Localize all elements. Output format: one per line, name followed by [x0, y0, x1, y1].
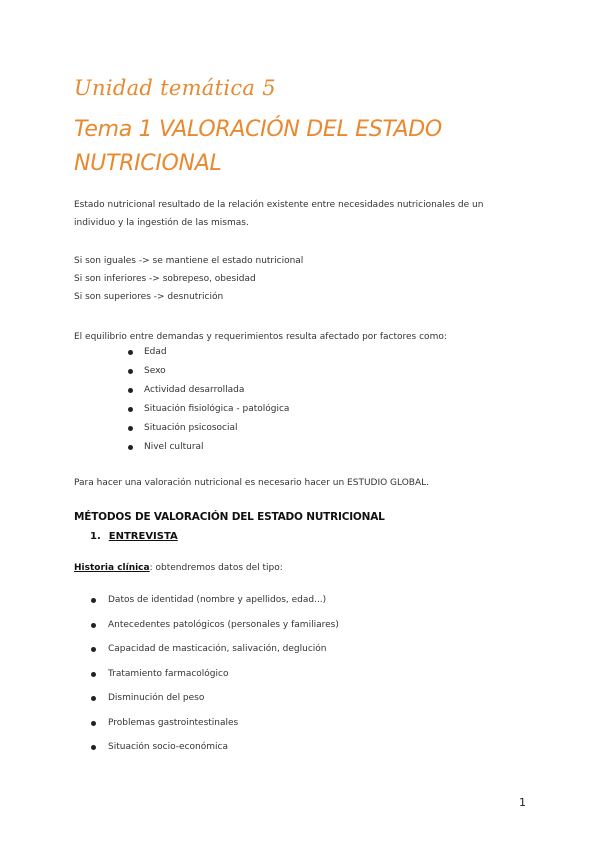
list-item: Edad	[126, 343, 289, 362]
list-item: Sexo	[126, 362, 289, 381]
history-line	[74, 563, 283, 573]
case-line: Si son inferiores -> sobrepeso, obesidad	[74, 274, 256, 284]
global-note: Para hacer una valoración nutricional es necesario hacer un ESTUDIO GLOBAL.	[74, 478, 430, 488]
cases-block	[74, 252, 303, 306]
list-item: Nivel cultural	[126, 438, 289, 457]
history-text: : obtendremos datos del tipo:	[149, 563, 283, 573]
list-item: Tratamiento farmacológico	[90, 662, 339, 687]
history-label: Historia clínica	[74, 563, 150, 573]
list-item: Capacidad de masticación, salivación, deglución	[90, 637, 339, 662]
subsection-title: ENTREVISTA	[108, 531, 178, 542]
unit-heading: Unidad temática 5	[74, 76, 276, 100]
subsection-heading	[90, 531, 178, 542]
page-number: 1	[519, 796, 526, 809]
list-item: Antecedentes patológicos (personales y familiares)	[90, 613, 339, 638]
section-heading: MÉTODOS DE VALORACIÓN DEL ESTADO NUTRICIONAL	[74, 511, 385, 523]
case-line: Si son superiores -> desnutrición	[74, 292, 224, 302]
list-item: Situación fisiológica - patológica	[126, 400, 289, 419]
list-item: Problemas gastrointestinales	[90, 711, 339, 736]
factors-intro: El equilibrio entre demandas y requerimientos resulta afectado por factores como:	[74, 332, 447, 342]
intro-paragraph: Estado nutricional resultado de la relación existente entre necesidades nutricionales de un individuo y la ingestión de las mismas.	[74, 200, 484, 228]
history-items-list	[90, 588, 339, 760]
list-item: Situación psicosocial	[126, 419, 289, 438]
list-item: Datos de identidad (nombre y apellidos, edad...)	[90, 588, 339, 613]
list-item: Disminución del peso	[90, 686, 339, 711]
subsection-number: 1.	[90, 531, 101, 542]
case-line: Si son iguales -> se mantiene el estado nutricional	[74, 256, 304, 266]
list-item: Actividad desarrollada	[126, 381, 289, 400]
page-title: Tema 1 VALORACIÓN DEL ESTADO NUTRICIONAL	[74, 117, 442, 176]
factors-list	[126, 343, 289, 457]
list-item: Situación socio-económica	[90, 735, 339, 760]
